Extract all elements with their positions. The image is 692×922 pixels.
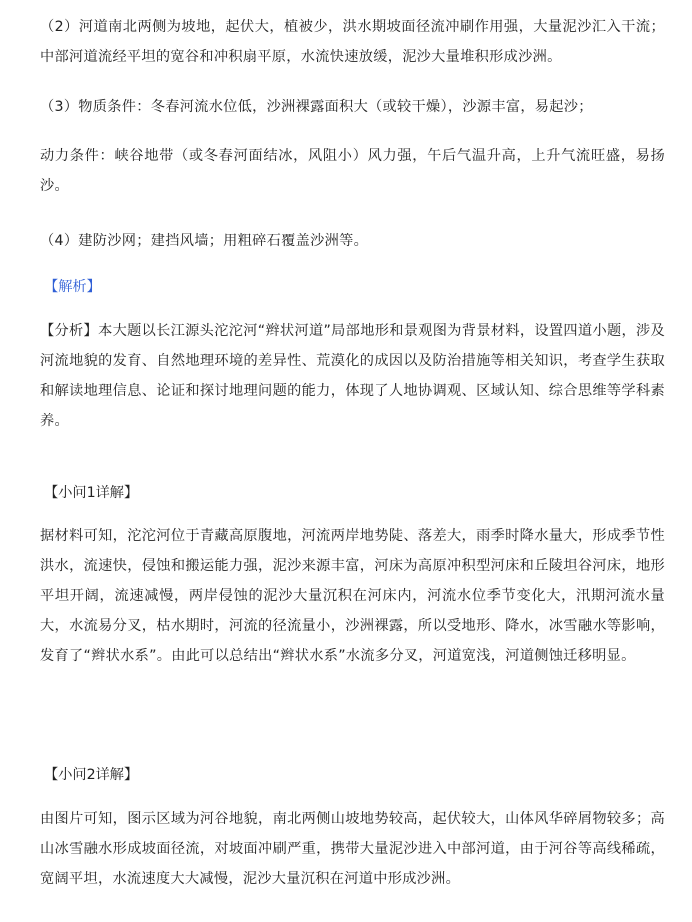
question-1-heading: 【小问1详解】	[44, 485, 139, 501]
question-2-explanation: 由图片可知，图示区域为河谷地貌，南北两侧山坡地势较高，起伏较大，山体风华碎屑物较多；高山冰雪融水形成坡面径流，对坡面冲刷严重，携带大量泥沙进入中部河道，由于河谷等高线稀疏，宽阔平坦，水流速度大大减慢，泥沙大量沉积在河道中形成沙洲。	[40, 811, 665, 887]
question-1-explanation: 据材料可知，沱沱河位于青藏高原腹地，河流两岸地势陡、落差大，雨季时降水量大，形成季节性洪水，流速快，侵蚀和搬运能力强，泥沙来源丰富，河床为高原冲积型河床和丘陵坦谷河床，地形平坦开阔，流速减慢，两岸侵蚀的泥沙大量沉积在河床内，河流水位季节变化大，汛期河流水量大，水流易分叉，枯水期时，河流的径流量小，沙洲裸露，所以受地形、降水，冰雪融水等影响，发育了“辫状水系”。由此可以总结出“辫状水系”水流多分叉，河道宽浅，河道侧蚀迁移明显。	[40, 528, 665, 664]
analysis-summary-paragraph: 【分析】本大题以长江源头沱沱河“辫状河道”局部地形和景观图为背景材料，设置四道小题，涉及河流地貌的发育、自然地理环境的差异性、荒漠化的成因以及防治措施等相关知识，考查学生获取和解读地理信息、论证和探讨地理问题的能力，体现了人地协调观、区域认知、综合思维等学科素养。	[40, 323, 665, 429]
answer-3-dynamic-paragraph: 动力条件：峡谷地带（或冬春河面结冰，风阻小）风力强，午后气温升高，上升气流旺盛，易扬沙。	[40, 148, 665, 194]
question-2-heading: 【小问2详解】	[44, 767, 139, 783]
answer-2-paragraph: （2）河道南北两侧为坡地，起伏大，植被少，洪水期坡面径流冲刷作用强，大量泥沙汇入干流；中部河道流经平坦的宽谷和冲积扇平原，水流快速放缓，泥沙大量堆积形成沙洲。	[40, 19, 665, 65]
analysis-heading: 【解析】	[44, 279, 101, 295]
answer-3-material-paragraph: （3）物质条件：冬春河流水位低，沙洲裸露面积大（或较干燥），沙源丰富，易起沙；	[40, 99, 593, 115]
answer-4-paragraph: （4）建防沙网；建挡风墙；用粗碎石覆盖沙洲等。	[40, 233, 369, 249]
